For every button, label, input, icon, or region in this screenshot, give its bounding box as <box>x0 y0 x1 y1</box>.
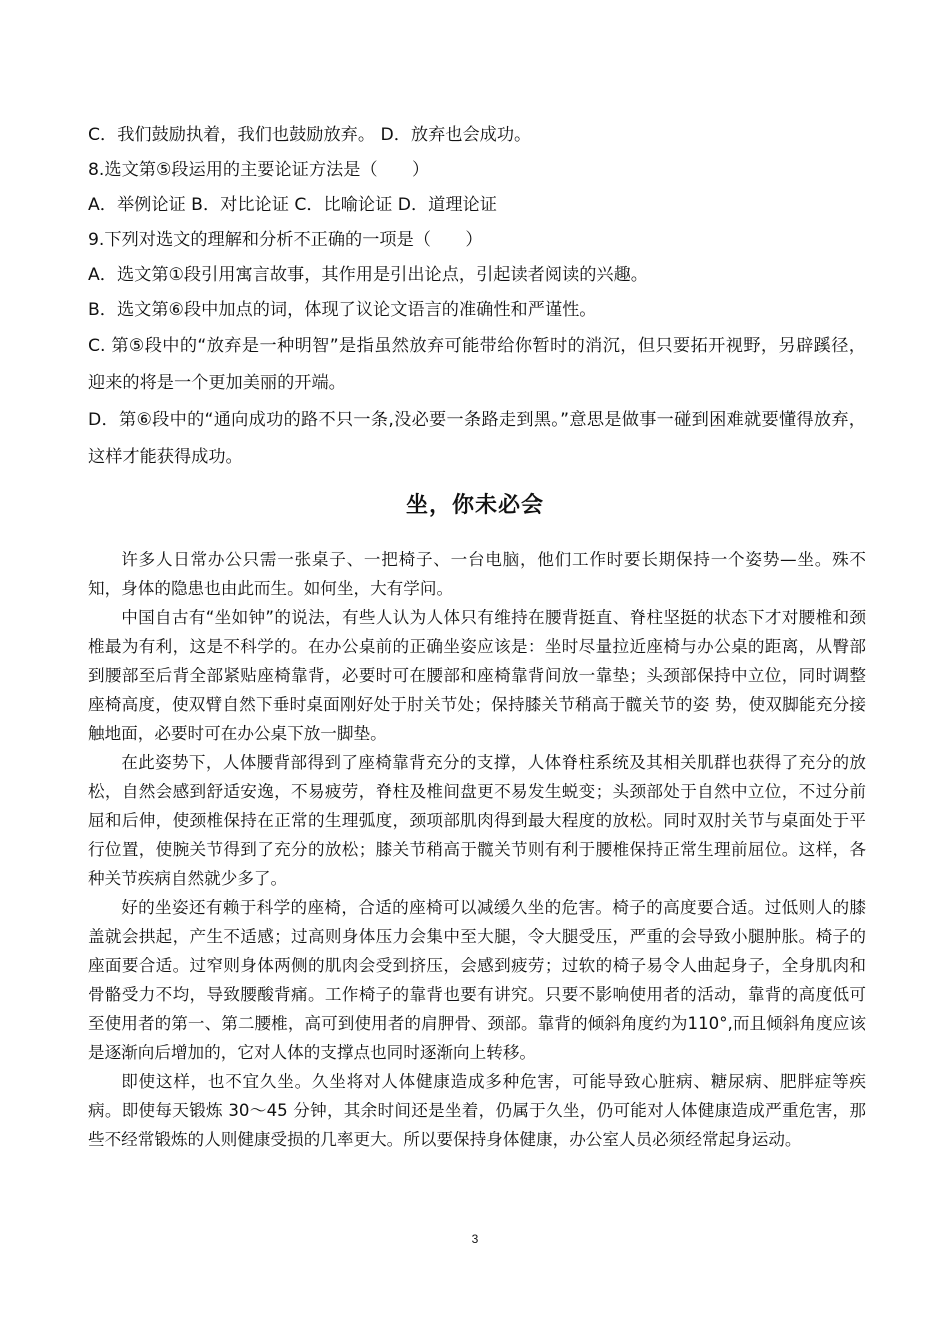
article-paragraph: 许多人日常办公只需一张桌子、一把椅子、一台电脑，他们工作时要长期保持一个姿势—坐。殊不知，身体的隐患也由此而生。如何坐，大有学问。 <box>88 550 866 598</box>
q9-option-c: C. 第⑤段中的“放弃是一种明智”是指虽然放弃可能带给你暂时的消沉，但只要拓开视野，另辟蹊径，迎来的将是一个更加美丽的开端。 <box>88 336 866 393</box>
article-paragraph: 中国自古有“坐如钟”的说法，有些人认为人体只有维持在腰背挺直、脊柱坚挺的状态下才对腰椎和颈椎最为有利，这是不科学的。在办公桌前的正确坐姿应该是：坐时尽量拉近座椅与办公桌的距离，从臀部到腰部至后背全部紧贴座椅靠背，必要时可在腰部和座椅靠背间放一靠垫；头颈部保持中立位，同时调整座椅高度，使双臂自然下垂时桌面刚好处于肘关节处；保持膝关节稍高于髋关节的姿 势，使双脚能充分接触地面，必要时可在办公桌下放一脚垫。 <box>88 608 866 743</box>
article-paragraph: 即使这样，也不宜久坐。久坐将对人体健康造成多种危害，可能导致心脏病、糖尿病、肥胖症等疾病。即使每天锻炼 30～45 分钟，其余时间还是坐着，仍属于久坐，仍可能对人体健康造成严重危害，那些不经常锻炼的人则健康受损的几率更大。所以要保持身体健康，办公室人员必须经常起身运动。 <box>88 1072 866 1149</box>
q9-option-b: B．选文第⑥段中加点的词，体现了议论文语言的准确性和严谨性。 <box>88 300 597 320</box>
q7-options-cd: C．我们鼓励执着，我们也鼓励放弃。 D．放弃也会成功。 <box>88 125 532 145</box>
article-paragraph: 好的坐姿还有赖于科学的座椅，合适的座椅可以减缓久坐的危害。椅子的高度要合适。过低则人的膝盖就会拱起，产生不适感；过高则身体压力会集中至大腿，令大腿受压，严重的会导致小腿肿胀。椅子的座面要合适。过窄则身体两侧的肌肉会受到挤压，会感到疲劳；过软的椅子易令人曲起身子，全身肌肉和骨骼受力不均，导致腰酸背痛。工作椅子的靠背也要有讲究。只要不影响使用者的活动，靠背的高度低可至使用者的第一、第二腰椎，高可到使用者的肩胛骨、颈部。靠背的倾斜角度约为110°,而且倾斜角度应该是逐渐向后增加的，它对人体的支撑点也同时逐渐向上转移。 <box>88 898 866 1062</box>
question-section <box>88 118 866 476</box>
q9-stem: 9.下列对选文的理解和分析不正确的一项是（ ） <box>88 230 483 250</box>
q9-option-a: A．选文第①段引用寓言故事，其作用是引出论点，引起读者阅读的兴趣。 <box>88 265 648 285</box>
article-paragraph: 在此姿势下，人体腰背部得到了座椅靠背充分的支撑，人体脊柱系统及其相关肌群也获得了充分的放松，自然会感到舒适安逸，不易疲劳，脊柱及椎间盘更不易发生蜕变；头颈部处于自然中立位，不过分前屈和后伸，使颈椎保持在正常的生理弧度，颈项部肌肉得到最大程度的放松。同时双肘关节与桌面处于平行位置，使腕关节得到了充分的放松；膝关节稍高于髋关节则有利于腰椎保持正常生理前屈位。这样，各种关节疾病自然就少多了。 <box>88 753 866 888</box>
article-body <box>88 545 866 1154</box>
q8-options: A．举例论证 B．对比论证 C．比喻论证 D．道理论证 <box>88 195 497 215</box>
q9-option-d: D．第⑥段中的“通向成功的路不只一条,没必要一条路走到黑。”意思是做事一碰到困难就要懂得放弃，这样才能获得成功。 <box>88 410 866 467</box>
page-number: 3 <box>471 1232 479 1246</box>
article-title: 坐，你未必会 <box>405 493 544 518</box>
q8-stem: 8.选文第⑤段运用的主要论证方法是（ ） <box>88 160 430 180</box>
